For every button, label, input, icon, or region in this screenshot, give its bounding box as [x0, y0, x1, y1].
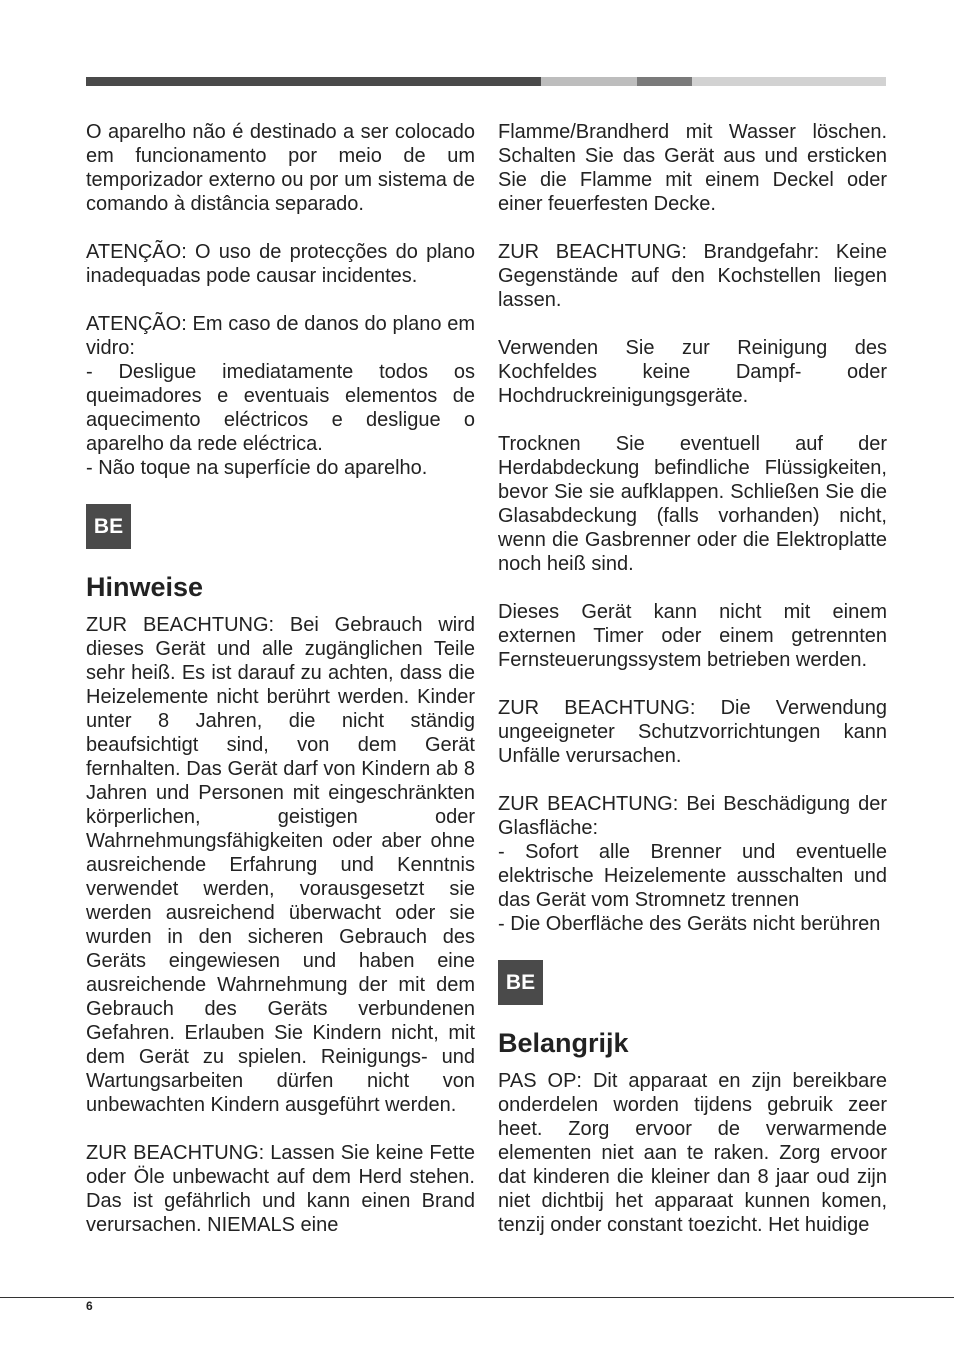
section-heading: Hinweise: [86, 572, 204, 602]
section-heading: Belangrijk: [498, 1028, 629, 1058]
paragraph-line: ATENÇÃO: Em caso de danos do plano em vidro:: [86, 313, 475, 359]
paragraph-line: - Die Oberfläche des Geräts nicht berühren: [498, 913, 881, 935]
paragraph: Trocknen Sie eventuell auf der Herdabdeckung befindliche Flüssigkeiten, bevor Sie sie aufklappen. Schließen Sie die Glasabdeckung (falls vorhanden) nicht, wenn die Gasbrenner oder die Elektroplatte noch heiß sind.: [498, 433, 887, 575]
paragraph: Flamme/Brandherd mit Wasser löschen. Schalten Sie das Gerät aus und ersticken Sie die Flamme mit einem Deckel oder einer feuerfesten Decke.: [498, 121, 887, 215]
paragraph: ZUR BEACHTUNG: Brandgefahr: Keine Gegenstände auf den Kochstellen liegen lassen.: [498, 241, 887, 311]
paragraph: ZUR BEACHTUNG: Lassen Sie keine Fette oder Öle unbewacht auf dem Herd stehen. Das ist gefährlich und kann einen Brand verursachen. NIEMALS eine: [86, 1142, 475, 1236]
paragraph: Verwenden Sie zur Reinigung des Kochfeldes keine Dampf- oder Hochdruckreinigungsgeräte.: [498, 337, 887, 407]
paragraph-line: ZUR BEACHTUNG: Bei Beschädigung der Glasfläche:: [498, 793, 887, 839]
paragraph: ZUR BEACHTUNG: Bei Gebrauch wird dieses Gerät und alle zugänglichen Teile sehr heiß. Es ist darauf zu achten, dass die Heizelemente nicht berührt werden. Kinder unter 8 Jahren, die nicht ständig beaufsichtigt sind, von dem Gerät fernhalten. Das Gerät darf von Kindern ab 8 Jahren und Personen mit eingeschränkten körperlichen, geistigen oder Wahrnehmungsfähigkeiten oder aber ohne ausreichende Erfahrung und Kenntnis verwendet werden, vorausgesetzt sie werden ausreichend überwacht oder sie wurden in den sicheren Gebrauch des Geräts eingewiesen und haben eine ausreichende Wahrnehmung der mit dem Gebrauch des Geräts verbundenen Gefahren. Erlauben Sie Kindern nicht, mit dem Gerät zu spielen. Reinigungs- und Wartungsarbeiten dürfen nicht von unbewachten Kindern ausgeführt werden.: [86, 614, 475, 1116]
header-bar-segment: [692, 77, 886, 86]
paragraph: PAS OP: Dit apparaat en zijn bereikbare onderdelen worden tijdens gebruik zeer heet. Zorg ervoor de verwarmende elementen niet aan te raken. Zorg ervoor dat kinderen die kleiner dan 8 jaar oud zijn niet dichtbij het apparaat kunnen komen, tenzij onder constant toezicht. Het huidige: [498, 1070, 887, 1236]
left-column: [86, 120, 475, 1261]
paragraph-glass-damage: [86, 312, 475, 480]
language-badge: BE: [498, 960, 543, 1005]
header-bar-segment: [541, 77, 637, 86]
paragraph-line: - Sofort alle Brenner und eventuelle elektrische Heizelemente ausschalten und das Gerät vom Stromnetz trennen: [498, 841, 887, 911]
paragraph-line: - Desligue imediatamente todos os queimadores e eventuais elementos de aquecimento eléctricos e desligue o aparelho da rede eléctrica.: [86, 361, 475, 455]
paragraph: ZUR BEACHTUNG: Die Verwendung ungeeigneter Schutzvorrichtungen kann Unfälle verursachen.: [498, 697, 887, 767]
paragraph: ATENÇÃO: O uso de protecções do plano inadequadas pode causar incidentes.: [86, 241, 475, 287]
paragraph-glass-damage: [498, 792, 887, 936]
right-column: [498, 120, 887, 1261]
footer-rule: [0, 1297, 954, 1298]
page-number: 6: [86, 1299, 93, 1313]
paragraph: Dieses Gerät kann nicht mit einem externen Timer oder einem getrennten Fernsteuerungssystem betrieben werden.: [498, 601, 887, 671]
header-bar: [86, 77, 886, 86]
paragraph: O aparelho não é destinado a ser colocado em funcionamento por meio de um temporizador externo ou por um sistema de comando à distância separado.: [86, 121, 475, 215]
header-bar-segment: [637, 77, 692, 86]
paragraph-line: - Não toque na superfície do aparelho.: [86, 457, 428, 479]
language-badge: BE: [86, 504, 131, 549]
header-bar-segment: [86, 77, 541, 86]
